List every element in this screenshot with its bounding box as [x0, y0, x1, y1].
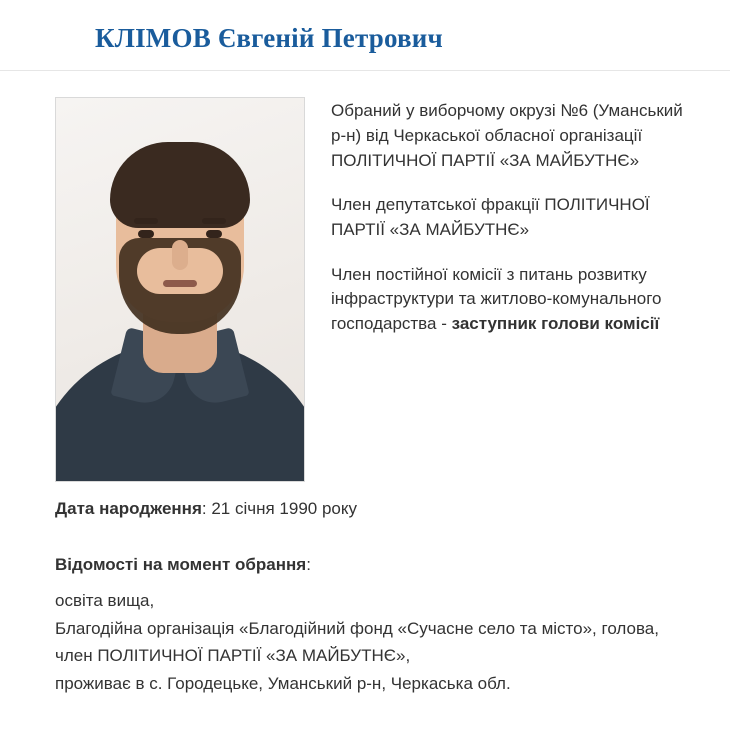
- page-title: КЛІМОВ Євгеній Петрович: [95, 23, 443, 53]
- photo-eyebrow-right: [202, 218, 226, 224]
- bio-paragraph-committee: [331, 263, 690, 337]
- election-detail-line: освіта вища,: [55, 591, 155, 611]
- committee-text: Член постійної комісії з питань розвитку інфраструктури та житлово-комунального господарства -: [331, 264, 662, 333]
- election-details-heading-colon: :: [306, 554, 311, 574]
- photo-eye-left: [138, 230, 154, 238]
- photo-hair: [110, 142, 250, 228]
- bio-column: [331, 97, 690, 336]
- election-detail-line: Благодійна організація «Благодійний фонд «Сучасне село та місто», голова,: [55, 618, 659, 638]
- election-details-heading: [55, 552, 690, 578]
- photo-eyebrow-left: [134, 218, 158, 224]
- birth-date-value: 21 січня 1990 року: [211, 499, 357, 519]
- election-detail-line: член ПОЛІТИЧНОЇ ПАРТІЇ «ЗА МАЙБУТНЄ»,: [55, 646, 411, 666]
- photo-column: [55, 97, 305, 482]
- election-detail-line: проживає в с. Городецьке, Уманський р-н, Черкаська обл.: [55, 673, 511, 693]
- content-area: [0, 71, 730, 697]
- photo-nose: [172, 240, 188, 270]
- birth-date-line: [55, 496, 690, 522]
- committee-role: заступник голови комісії: [451, 313, 660, 333]
- bio-paragraph-faction: Член депутатської фракції ПОЛІТИЧНОЇ ПАРТІЇ «ЗА МАЙБУТНЄ»: [331, 195, 650, 239]
- election-details-block: [55, 552, 690, 698]
- birth-date-separator: :: [201, 499, 212, 519]
- deputy-photo: [55, 97, 305, 482]
- bio-paragraph-election: Обраний у виборчому окрузі №6 (Уманський р-н) від Черкаської обласної організації ПОЛІТИЧНОЇ ПАРТІЇ «ЗА МАЙБУТНЄ»: [331, 101, 683, 170]
- photo-mouth: [163, 280, 197, 287]
- birth-date-label: Дата народження: [55, 499, 202, 519]
- title-bar: [0, 0, 730, 71]
- election-details-heading-label: Відомості на момент обрання: [55, 554, 307, 574]
- top-row: [55, 97, 690, 482]
- photo-eye-right: [206, 230, 222, 238]
